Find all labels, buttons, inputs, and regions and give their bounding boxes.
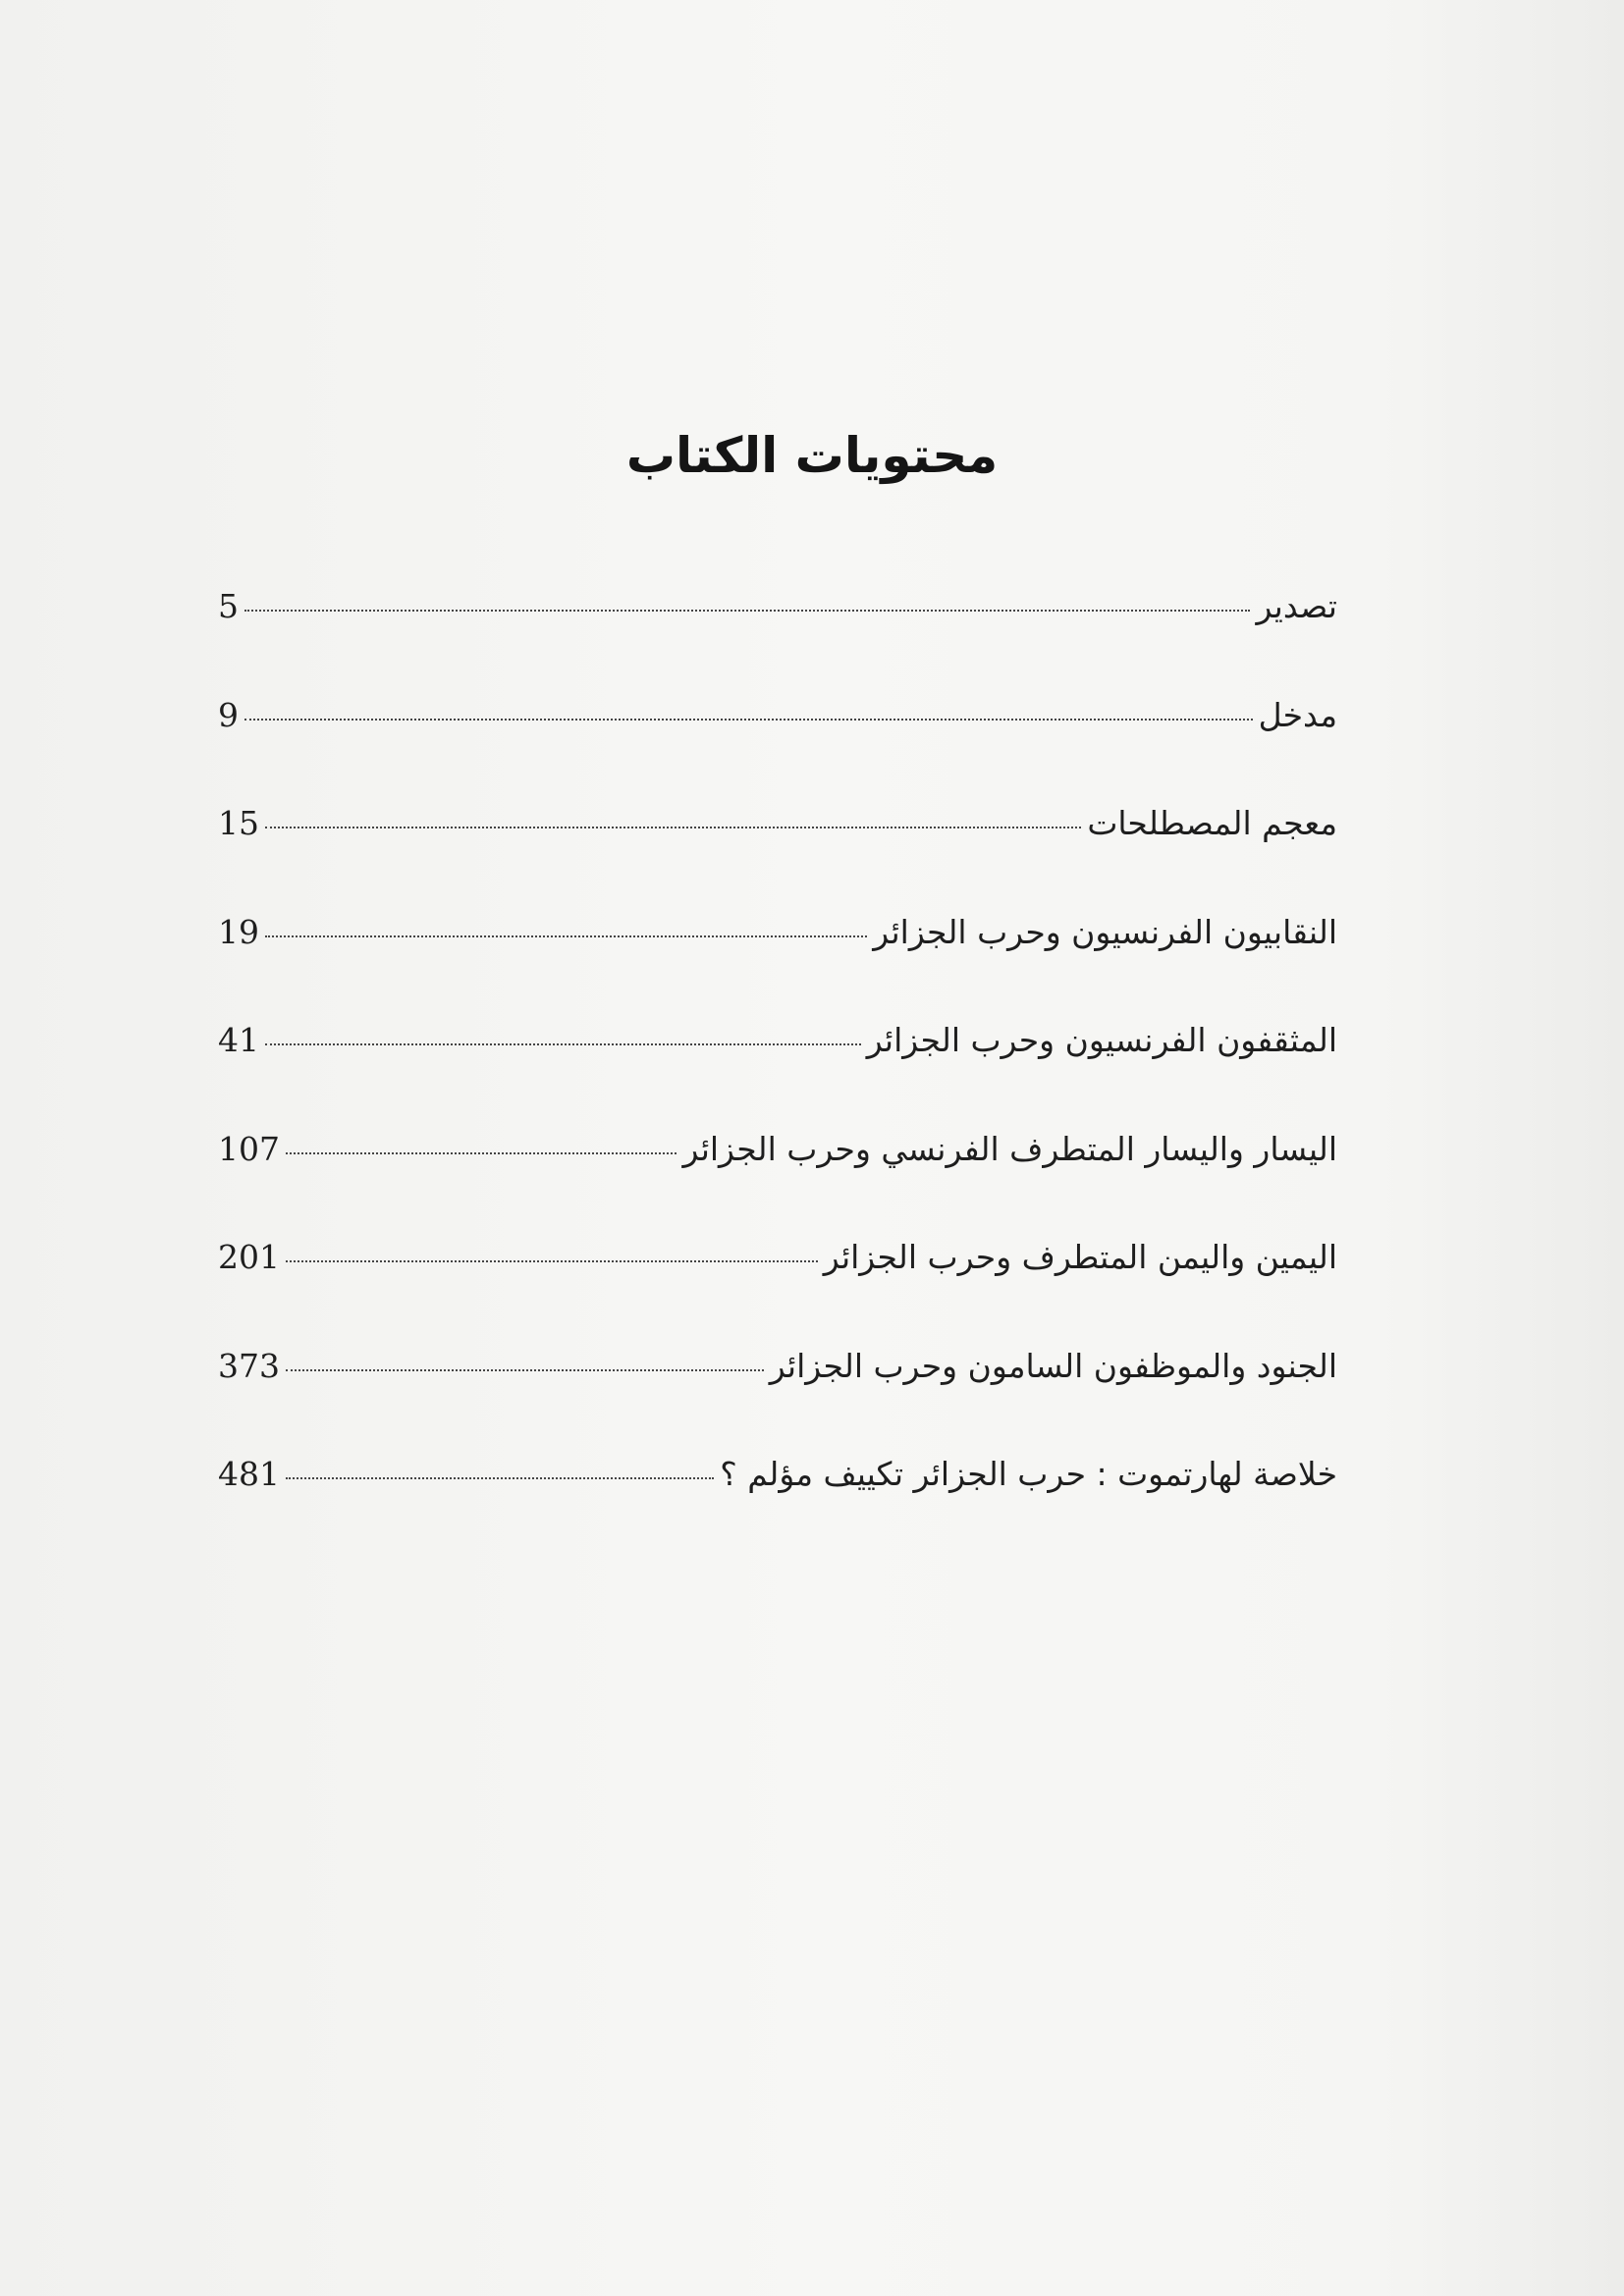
page-number: 9 (218, 695, 239, 734)
page-number: 481 (218, 1455, 280, 1493)
entry-title: تصدير (1256, 587, 1337, 625)
dot-leader (244, 719, 1253, 721)
dot-leader (265, 935, 867, 937)
page-number: 107 (218, 1129, 280, 1168)
toc-entry (218, 1238, 1337, 1347)
page-number: 41 (218, 1021, 259, 1059)
entry-title: المثقفون الفرنسيون وحرب الجزائر (866, 1021, 1337, 1059)
dot-leader (286, 1260, 818, 1262)
table-of-contents (218, 587, 1337, 1564)
dot-leader (244, 610, 1250, 612)
toc-entry (218, 696, 1337, 805)
entry-title: اليمين واليمن المتطرف وحرب الجزائر (823, 1238, 1337, 1276)
entry-title: معجم المصطلحات (1087, 804, 1337, 842)
entry-title: مدخل (1258, 695, 1337, 734)
page-number: 15 (218, 804, 259, 842)
dot-leader (286, 1152, 677, 1154)
toc-entry (218, 1021, 1337, 1130)
toc-entry (218, 1347, 1337, 1456)
dot-leader (286, 1477, 714, 1479)
page-title: محتويات الكتاب (625, 426, 999, 484)
toc-entry (218, 804, 1337, 913)
page-number: 201 (218, 1238, 280, 1276)
page-number: 19 (218, 912, 259, 951)
page-number: 373 (218, 1346, 280, 1385)
entry-title: خلاصة لهارتموت : حرب الجزائر تكييف مؤلم ؟ (720, 1455, 1337, 1493)
entry-title: النقابيون الفرنسيون وحرب الجزائر (873, 912, 1337, 951)
page-number: 5 (218, 587, 239, 625)
toc-entry (218, 1130, 1337, 1239)
toc-entry (218, 587, 1337, 696)
entry-title: الجنود والموظفون السامون وحرب الجزائر (769, 1346, 1337, 1385)
dot-leader (286, 1369, 764, 1371)
toc-entry (218, 1455, 1337, 1564)
entry-title: اليسار واليسار المتطرف الفرنسي وحرب الجزائر (682, 1129, 1337, 1168)
toc-entry (218, 913, 1337, 1022)
dot-leader (265, 1043, 861, 1045)
dot-leader (265, 827, 1081, 828)
